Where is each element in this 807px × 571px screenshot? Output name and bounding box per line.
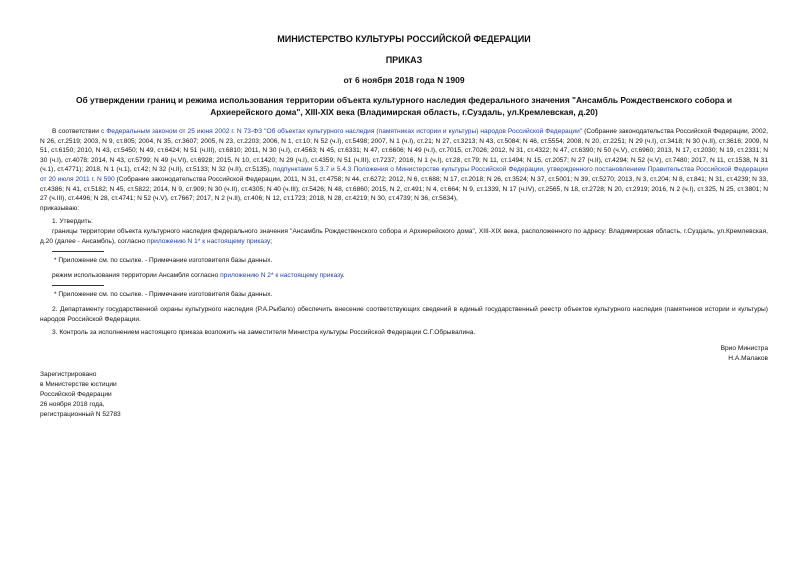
orders-line: приказываю: (40, 204, 80, 212)
registration-line-4: 26 ноября 2018 года, (40, 400, 105, 408)
registration-line-5: регистрационный N 52783 (40, 410, 121, 418)
document-page (40, 34, 768, 420)
document-title: Об утверждении границ и режима использования территории объекта культурного наследия федерального значения "Ансамбль Рождественского собора и Архиерейского дома", XIII-XIX века (Владимирская область, г.Суздаль, ул.Кремлевская, д.20) (75, 95, 733, 117)
regulation-link[interactable]: подпунктами 5.3.7 и 5.4.3 Положения о Министерстве культуры Российской Федерации, утвержденного постановлением Правительства Российской Федерации от 20 июля 2011 г. N 590 (40, 166, 768, 183)
item-1-regime-paragraph (40, 271, 768, 281)
date-number-heading: от 6 ноября 2018 года N 1909 (343, 75, 465, 85)
regime-text: режим использования территории Ансамбля согласно (52, 271, 221, 279)
registration-line-2: в Министерстве юстиции (40, 380, 117, 388)
signature-name: Н.А.Малаков (728, 354, 768, 362)
item-1-bounds-paragraph (40, 227, 768, 246)
appendix-2-link[interactable]: приложению N 2* к настоящему приказу (220, 271, 343, 279)
item-2-paragraph: 2. Департаменту государственной охраны культурного наследия (Р.А.Рыбало) обеспечить внесение соответствующих сведений в единый государственный реестр объектов культурного наследия (памятников истории и культуры) народов Российской Федерации. (40, 305, 768, 323)
doc-type-heading: ПРИКАЗ (385, 55, 423, 65)
bounds-text: границы территории объекта культурного наследия федерального значения "Ансамбль Рождественского собора и Архиерейского дома", XIII-XIX века, расположенного по адресу: Владимирская область, г.Суздаль, ул.Кремлевская, д.20 (далее - Ансамбль), согласно (40, 227, 768, 245)
ministry-heading: МИНИСТЕРСТВО КУЛЬТУРЫ РОССИЙСКОЙ ФЕДЕРАЦИИ (277, 34, 531, 44)
federal-law-link[interactable]: с Федеральным законом от 25 июня 2002 г. N 73-ФЗ "Об объектах культурного наследия (памятниках истории и культуры) народов Российской Федерации" (101, 128, 583, 135)
registration-block (40, 370, 768, 420)
preamble-text-1: (Собрание законодательства Российской Федерации, 2002, N 26, ст.2519; 2003, N 9, ст.805; 2004, N 35, ст.3607; 2005, N 23, ст.2203; 2006, N 1, ст.10; N 52 (ч.I), ст.5498; 2007, N 1 (ч.I), ст.21; N 27, ст.3213; N 43, ст.5084; N 46, ст.5554; 2008, N 20, ст.2251; N 29 (ч.I), ст.3418; N 30 (ч.II), ст.3616; 2009, N 51, ст.6150; 2010, N 43, ст.5450; N 49, ст.6424; N 51 (ч.III), ст.6810; 2011, N 30 (ч.I), ст.4563; N 45, ст.6331; N 47, ст.6606; N 49 (ч.I), ст.7015, ст.7026; 2012, N 31, ст.4322; N 47, ст.6390; N 50 (ч.V), ст.6960; 2013, N 17, ст.2030; N 19, ст.2331; N 30 (ч.I), ст.4078; 2014, N 43, ст.5799; N 49 (ч.VI), ст.6928; 2015, N 10, ст.1420; N 29 (ч.I), ст.4359; N 51 (ч.III), ст.7237; 2016, N 1 (ч.I), ст.28, ст.79; N 11, ст.1494; N 15, ст.2057; N 27 (ч.II), ст.4294; N 52 (ч.V), ст.7480; 2017, N 11, ст.1538, N 31 (ч.1), ст.4771); 2018, N 1 (ч.1), ст.42; N 32 (ч.II), ст.5133; N 32 (ч.II), ст.5135), (40, 128, 769, 174)
regime-end: . (342, 271, 345, 279)
signature-position: Врио Министра (720, 344, 768, 352)
item-3-paragraph: 3. Контроль за исполнением настоящего приказа возложить на заместителя Министра культуры Российской Федерации С.Г.Обрывалина. (52, 329, 476, 337)
preamble-lead: В соответствии (52, 128, 101, 135)
registration-line-1: Зарегистрировано (40, 370, 97, 378)
preamble-text-2: (Собрание законодательства Российской Федерации, 2011, N 31, ст.4758; N 44, ст.6272; 2012, N 6, ст.688; N 17, ст.2018; N 26, ст.3524; N 37, ст.5001; N 39, ст.5270; 2013, N 3, ст.204; N 8, ст.841; N 31, ст.4239; N 33, ст.4386; N 41, ст.5182; N 45, ст.5822; 2014, N 9, ст.909; N 30 (ч.II), ст.4305; N 40 (ч.III); ст.5426; N 48, ст.6860; 2015, N 2, ст.491; N 4, ст.664; N 9, ст.1339, N 17 (ч.IV), ст.2565, N 18, ст.2728; N 20, ст.2919; 2016, N 2 (ч.I), ст.325, N 25, ст.3801; N 27 (ч.III), ст.4496; N 28, ст.4741; N 52 (ч.V), ст.7667; 2017, N 2 (ч.II), ст.406; N 12, ст.1723; 2018, N 28, ст.4219; N 30, ст.4739; N 36, ст.5634), (40, 175, 768, 203)
appendix-1-link[interactable]: приложению N 1* к настоящему приказу (146, 237, 271, 245)
footnote-2: * Приложение см. по ссылке. - Примечание изготовителя базы данных. (54, 291, 273, 299)
footnote-1: * Приложение см. по ссылке. - Примечание изготовителя базы данных. (54, 257, 273, 265)
preamble-paragraph (40, 127, 768, 204)
footnote-separator (52, 285, 104, 286)
registration-line-3: Российской Федерации (40, 390, 112, 398)
item-1-label: 1. Утвердить: (52, 218, 93, 226)
bounds-end: ; (270, 237, 273, 245)
footnote-separator (52, 251, 104, 252)
